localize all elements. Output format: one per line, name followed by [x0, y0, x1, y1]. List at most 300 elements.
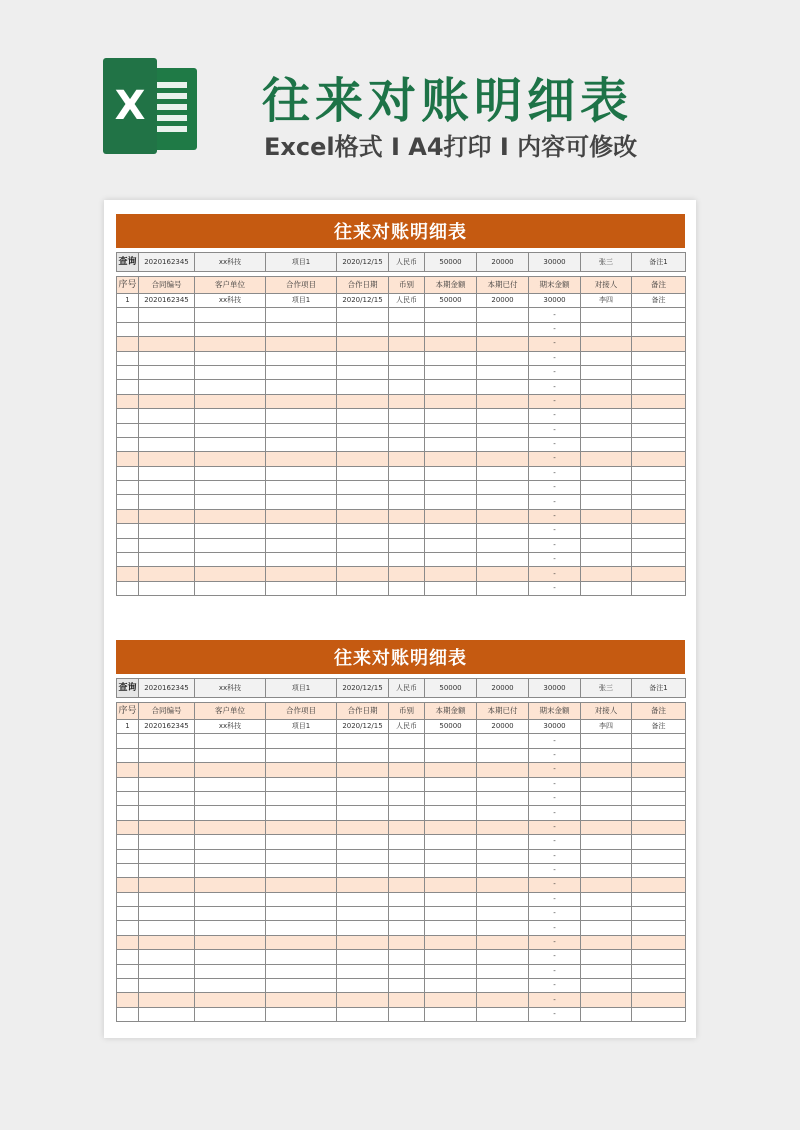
table-cell[interactable]	[425, 351, 477, 365]
table-cell[interactable]: -	[529, 907, 581, 921]
table-cell[interactable]	[581, 878, 632, 892]
table-cell[interactable]	[477, 979, 529, 993]
table-cell[interactable]	[477, 935, 529, 949]
table-cell[interactable]	[337, 337, 389, 351]
table-cell[interactable]	[337, 481, 389, 495]
table-cell[interactable]	[266, 394, 337, 408]
table-cell[interactable]	[581, 849, 632, 863]
table-cell[interactable]	[425, 907, 477, 921]
table-cell[interactable]: -	[529, 581, 581, 595]
table-cell[interactable]	[425, 365, 477, 379]
table-cell[interactable]	[581, 538, 632, 552]
query-field[interactable]: 2020162345	[139, 679, 195, 698]
table-cell[interactable]	[425, 423, 477, 437]
table-cell[interactable]	[139, 849, 195, 863]
table-cell[interactable]	[632, 380, 686, 394]
table-cell[interactable]	[581, 553, 632, 567]
table-cell[interactable]	[389, 777, 425, 791]
table-cell[interactable]	[389, 380, 425, 394]
table-cell[interactable]: 李四	[581, 720, 632, 734]
table-cell[interactable]	[389, 950, 425, 964]
table-cell[interactable]	[139, 863, 195, 877]
table-cell[interactable]	[581, 380, 632, 394]
table-cell[interactable]: -	[529, 423, 581, 437]
table-cell[interactable]	[581, 351, 632, 365]
table-cell[interactable]	[477, 322, 529, 336]
table-cell[interactable]	[195, 524, 266, 538]
table-cell[interactable]	[632, 409, 686, 423]
query-field[interactable]: 50000	[425, 253, 477, 272]
table-cell[interactable]	[389, 907, 425, 921]
table-cell[interactable]	[139, 524, 195, 538]
table-cell[interactable]	[632, 892, 686, 906]
table-cell[interactable]	[632, 1007, 686, 1021]
table-cell[interactable]	[117, 791, 139, 805]
table-cell[interactable]: 2020/12/15	[337, 294, 389, 308]
table-cell[interactable]	[425, 979, 477, 993]
table-cell[interactable]	[337, 863, 389, 877]
table-cell[interactable]	[337, 964, 389, 978]
table-cell[interactable]	[266, 806, 337, 820]
table-cell[interactable]	[266, 950, 337, 964]
query-button[interactable]: 查询	[117, 253, 139, 272]
query-field[interactable]: 张三	[581, 679, 632, 698]
table-cell[interactable]	[266, 849, 337, 863]
table-cell[interactable]	[117, 777, 139, 791]
table-cell[interactable]	[581, 409, 632, 423]
table-cell[interactable]	[195, 748, 266, 762]
query-field[interactable]: 人民币	[389, 679, 425, 698]
table-cell[interactable]	[425, 878, 477, 892]
table-cell[interactable]: -	[529, 380, 581, 394]
table-cell[interactable]	[632, 820, 686, 834]
table-cell[interactable]: -	[529, 878, 581, 892]
table-cell[interactable]	[477, 337, 529, 351]
table-cell[interactable]: 2020162345	[139, 294, 195, 308]
table-cell[interactable]	[581, 495, 632, 509]
table-cell[interactable]	[195, 337, 266, 351]
table-cell[interactable]: 30000	[529, 720, 581, 734]
table-cell[interactable]	[139, 993, 195, 1007]
table-cell[interactable]	[139, 538, 195, 552]
table-cell[interactable]	[139, 437, 195, 451]
table-cell[interactable]	[477, 748, 529, 762]
table-cell[interactable]	[337, 763, 389, 777]
table-cell[interactable]	[337, 409, 389, 423]
table-cell[interactable]	[117, 466, 139, 480]
table-cell[interactable]	[389, 509, 425, 523]
table-cell[interactable]	[117, 979, 139, 993]
table-cell[interactable]	[139, 509, 195, 523]
table-cell[interactable]	[117, 950, 139, 964]
table-cell[interactable]	[195, 567, 266, 581]
table-cell[interactable]	[117, 452, 139, 466]
table-cell[interactable]	[117, 820, 139, 834]
table-cell[interactable]	[139, 365, 195, 379]
table-cell[interactable]	[581, 437, 632, 451]
table-cell[interactable]	[266, 581, 337, 595]
table-cell[interactable]	[425, 452, 477, 466]
table-cell[interactable]: -	[529, 495, 581, 509]
table-cell[interactable]	[266, 466, 337, 480]
table-cell[interactable]	[195, 365, 266, 379]
table-cell[interactable]: -	[529, 1007, 581, 1021]
table-cell[interactable]	[195, 452, 266, 466]
table-cell[interactable]	[632, 452, 686, 466]
table-cell[interactable]	[195, 1007, 266, 1021]
table-cell[interactable]	[117, 538, 139, 552]
table-cell[interactable]	[337, 466, 389, 480]
table-cell[interactable]	[117, 763, 139, 777]
table-cell[interactable]	[266, 380, 337, 394]
table-cell[interactable]	[337, 878, 389, 892]
table-cell[interactable]	[117, 409, 139, 423]
table-cell[interactable]	[477, 409, 529, 423]
table-cell[interactable]	[266, 979, 337, 993]
table-cell[interactable]	[477, 567, 529, 581]
table-cell[interactable]	[581, 337, 632, 351]
table-cell[interactable]	[117, 481, 139, 495]
table-cell[interactable]	[632, 763, 686, 777]
table-cell[interactable]	[117, 892, 139, 906]
table-cell[interactable]: -	[529, 921, 581, 935]
table-cell[interactable]	[266, 481, 337, 495]
table-cell[interactable]: -	[529, 567, 581, 581]
table-cell[interactable]	[477, 964, 529, 978]
table-cell[interactable]	[266, 935, 337, 949]
table-cell[interactable]: -	[529, 964, 581, 978]
table-cell[interactable]	[337, 748, 389, 762]
table-cell[interactable]	[477, 437, 529, 451]
table-cell[interactable]: -	[529, 538, 581, 552]
table-cell[interactable]	[477, 777, 529, 791]
table-cell[interactable]	[337, 553, 389, 567]
table-cell[interactable]: xx科技	[195, 720, 266, 734]
table-cell[interactable]	[581, 935, 632, 949]
table-cell[interactable]	[195, 308, 266, 322]
table-cell[interactable]	[139, 581, 195, 595]
table-cell[interactable]	[632, 538, 686, 552]
table-cell[interactable]	[266, 993, 337, 1007]
table-cell[interactable]	[139, 935, 195, 949]
table-cell[interactable]	[389, 308, 425, 322]
table-cell[interactable]: -	[529, 748, 581, 762]
table-cell[interactable]	[266, 964, 337, 978]
table-cell[interactable]	[139, 734, 195, 748]
table-cell[interactable]	[139, 553, 195, 567]
table-cell[interactable]	[425, 538, 477, 552]
table-cell[interactable]: -	[529, 481, 581, 495]
table-cell[interactable]	[425, 524, 477, 538]
table-cell[interactable]	[337, 567, 389, 581]
table-cell[interactable]	[632, 935, 686, 949]
query-field[interactable]: 2020/12/15	[337, 679, 389, 698]
table-cell[interactable]	[581, 567, 632, 581]
table-cell[interactable]	[266, 509, 337, 523]
query-field[interactable]: 项目1	[266, 679, 337, 698]
table-cell[interactable]	[581, 481, 632, 495]
table-cell[interactable]	[139, 964, 195, 978]
table-cell[interactable]	[477, 380, 529, 394]
table-cell[interactable]	[195, 993, 266, 1007]
table-cell[interactable]	[195, 878, 266, 892]
table-cell[interactable]	[139, 481, 195, 495]
table-cell[interactable]	[117, 835, 139, 849]
table-cell[interactable]	[389, 892, 425, 906]
table-cell[interactable]	[337, 322, 389, 336]
table-cell[interactable]	[425, 553, 477, 567]
table-cell[interactable]	[337, 365, 389, 379]
query-field[interactable]: 20000	[477, 679, 529, 698]
table-cell[interactable]	[389, 322, 425, 336]
table-cell[interactable]	[477, 509, 529, 523]
table-cell[interactable]	[139, 337, 195, 351]
table-cell[interactable]	[389, 365, 425, 379]
table-cell[interactable]	[632, 337, 686, 351]
table-cell[interactable]	[425, 921, 477, 935]
table-cell[interactable]	[337, 993, 389, 1007]
table-cell[interactable]	[337, 495, 389, 509]
table-cell[interactable]	[195, 481, 266, 495]
table-cell[interactable]	[117, 935, 139, 949]
table-cell[interactable]: -	[529, 979, 581, 993]
table-cell[interactable]: -	[529, 351, 581, 365]
table-cell[interactable]	[477, 553, 529, 567]
table-cell[interactable]	[117, 964, 139, 978]
table-cell[interactable]	[581, 509, 632, 523]
table-cell[interactable]	[389, 763, 425, 777]
table-cell[interactable]	[139, 979, 195, 993]
table-cell[interactable]	[581, 907, 632, 921]
table-cell[interactable]	[389, 409, 425, 423]
table-cell[interactable]	[266, 553, 337, 567]
table-cell[interactable]: -	[529, 806, 581, 820]
table-cell[interactable]	[632, 481, 686, 495]
table-cell[interactable]	[139, 351, 195, 365]
table-cell[interactable]	[195, 921, 266, 935]
table-cell[interactable]	[195, 581, 266, 595]
table-cell[interactable]	[581, 806, 632, 820]
table-cell[interactable]	[266, 863, 337, 877]
query-field[interactable]: xx科技	[195, 679, 266, 698]
table-cell[interactable]	[117, 322, 139, 336]
table-cell[interactable]	[581, 308, 632, 322]
table-cell[interactable]	[337, 907, 389, 921]
table-cell[interactable]	[425, 380, 477, 394]
table-cell[interactable]	[389, 935, 425, 949]
table-cell[interactable]	[477, 820, 529, 834]
table-cell[interactable]	[195, 538, 266, 552]
table-cell[interactable]	[195, 820, 266, 834]
table-cell[interactable]	[266, 892, 337, 906]
table-cell[interactable]	[581, 581, 632, 595]
table-cell[interactable]	[139, 907, 195, 921]
table-cell[interactable]	[389, 878, 425, 892]
table-cell[interactable]	[389, 921, 425, 935]
table-cell[interactable]	[337, 452, 389, 466]
table-cell[interactable]	[195, 763, 266, 777]
table-cell[interactable]	[195, 849, 266, 863]
table-cell[interactable]	[632, 849, 686, 863]
table-cell[interactable]	[117, 863, 139, 877]
table-cell[interactable]	[632, 806, 686, 820]
table-cell[interactable]	[477, 950, 529, 964]
table-cell[interactable]: 李四	[581, 294, 632, 308]
table-cell[interactable]	[581, 777, 632, 791]
table-cell[interactable]	[266, 748, 337, 762]
table-cell[interactable]	[425, 964, 477, 978]
table-cell[interactable]	[337, 777, 389, 791]
query-field[interactable]: 项目1	[266, 253, 337, 272]
table-cell[interactable]	[337, 1007, 389, 1021]
table-cell[interactable]	[337, 524, 389, 538]
table-cell[interactable]	[139, 466, 195, 480]
table-cell[interactable]: -	[529, 763, 581, 777]
table-cell[interactable]: -	[529, 820, 581, 834]
table-cell[interactable]	[337, 581, 389, 595]
table-cell[interactable]	[389, 423, 425, 437]
table-cell[interactable]	[425, 308, 477, 322]
table-cell[interactable]	[117, 806, 139, 820]
table-cell[interactable]: -	[529, 394, 581, 408]
table-cell[interactable]	[139, 380, 195, 394]
table-cell[interactable]	[425, 863, 477, 877]
query-field[interactable]: 张三	[581, 253, 632, 272]
table-cell[interactable]	[139, 322, 195, 336]
table-cell[interactable]	[195, 950, 266, 964]
query-field[interactable]: 2020162345	[139, 253, 195, 272]
table-cell[interactable]	[195, 409, 266, 423]
table-cell[interactable]	[389, 394, 425, 408]
table-cell[interactable]	[632, 878, 686, 892]
table-cell[interactable]	[195, 791, 266, 805]
table-cell[interactable]: -	[529, 322, 581, 336]
table-cell[interactable]	[581, 791, 632, 805]
table-cell[interactable]	[266, 907, 337, 921]
query-field[interactable]: 2020/12/15	[337, 253, 389, 272]
table-cell[interactable]	[425, 835, 477, 849]
table-cell[interactable]	[117, 581, 139, 595]
table-cell[interactable]	[425, 993, 477, 1007]
table-cell[interactable]	[337, 835, 389, 849]
table-cell[interactable]	[581, 892, 632, 906]
table-cell[interactable]	[477, 734, 529, 748]
table-cell[interactable]	[477, 907, 529, 921]
table-cell[interactable]	[117, 380, 139, 394]
table-cell[interactable]	[425, 849, 477, 863]
table-cell[interactable]	[337, 820, 389, 834]
table-cell[interactable]	[266, 524, 337, 538]
table-cell[interactable]	[266, 495, 337, 509]
table-cell[interactable]	[337, 892, 389, 906]
table-cell[interactable]	[266, 409, 337, 423]
table-cell[interactable]	[117, 878, 139, 892]
table-cell[interactable]: -	[529, 524, 581, 538]
table-cell[interactable]	[195, 777, 266, 791]
table-cell[interactable]	[632, 423, 686, 437]
table-cell[interactable]	[632, 835, 686, 849]
query-button[interactable]: 查询	[117, 679, 139, 698]
table-cell[interactable]	[477, 835, 529, 849]
table-cell[interactable]: 2020/12/15	[337, 720, 389, 734]
table-cell[interactable]	[266, 791, 337, 805]
table-cell[interactable]	[632, 921, 686, 935]
query-field[interactable]: 备注1	[632, 679, 686, 698]
table-cell[interactable]	[389, 979, 425, 993]
table-cell[interactable]: 2020162345	[139, 720, 195, 734]
table-cell[interactable]	[425, 763, 477, 777]
table-cell[interactable]	[139, 878, 195, 892]
query-field[interactable]: 30000	[529, 253, 581, 272]
table-cell[interactable]	[266, 538, 337, 552]
table-cell[interactable]	[581, 763, 632, 777]
table-cell[interactable]	[632, 863, 686, 877]
table-cell[interactable]: -	[529, 935, 581, 949]
table-cell[interactable]	[477, 863, 529, 877]
table-cell[interactable]	[117, 337, 139, 351]
table-cell[interactable]	[389, 466, 425, 480]
table-cell[interactable]	[389, 581, 425, 595]
table-cell[interactable]	[425, 734, 477, 748]
table-cell[interactable]	[389, 734, 425, 748]
table-cell[interactable]	[117, 921, 139, 935]
table-cell[interactable]	[632, 907, 686, 921]
table-cell[interactable]: -	[529, 452, 581, 466]
table-cell[interactable]: -	[529, 365, 581, 379]
table-cell[interactable]	[632, 524, 686, 538]
table-cell[interactable]	[195, 509, 266, 523]
table-cell[interactable]: -	[529, 777, 581, 791]
table-cell[interactable]	[389, 1007, 425, 1021]
table-cell[interactable]	[139, 892, 195, 906]
table-cell[interactable]	[477, 394, 529, 408]
table-cell[interactable]	[117, 748, 139, 762]
table-cell[interactable]	[425, 581, 477, 595]
table-cell[interactable]	[425, 748, 477, 762]
table-cell[interactable]	[117, 495, 139, 509]
table-cell[interactable]	[632, 466, 686, 480]
table-cell[interactable]	[581, 835, 632, 849]
table-cell[interactable]	[389, 495, 425, 509]
table-cell[interactable]: -	[529, 466, 581, 480]
table-cell[interactable]	[632, 964, 686, 978]
table-cell[interactable]	[632, 567, 686, 581]
table-cell[interactable]	[117, 351, 139, 365]
table-cell[interactable]	[477, 423, 529, 437]
table-cell[interactable]	[632, 993, 686, 1007]
table-cell[interactable]	[139, 820, 195, 834]
table-cell[interactable]	[477, 921, 529, 935]
table-cell[interactable]	[195, 979, 266, 993]
table-cell[interactable]	[117, 734, 139, 748]
table-cell[interactable]	[632, 437, 686, 451]
table-cell[interactable]	[139, 921, 195, 935]
table-cell[interactable]	[477, 308, 529, 322]
table-cell[interactable]	[477, 791, 529, 805]
table-cell[interactable]	[139, 423, 195, 437]
table-cell[interactable]	[581, 993, 632, 1007]
table-cell[interactable]: -	[529, 849, 581, 863]
table-cell[interactable]	[337, 935, 389, 949]
table-cell[interactable]: -	[529, 863, 581, 877]
table-cell[interactable]	[139, 763, 195, 777]
table-cell[interactable]	[337, 734, 389, 748]
table-cell[interactable]: -	[529, 409, 581, 423]
table-cell[interactable]	[389, 820, 425, 834]
table-cell[interactable]	[117, 509, 139, 523]
table-cell[interactable]	[425, 481, 477, 495]
table-cell[interactable]	[425, 495, 477, 509]
